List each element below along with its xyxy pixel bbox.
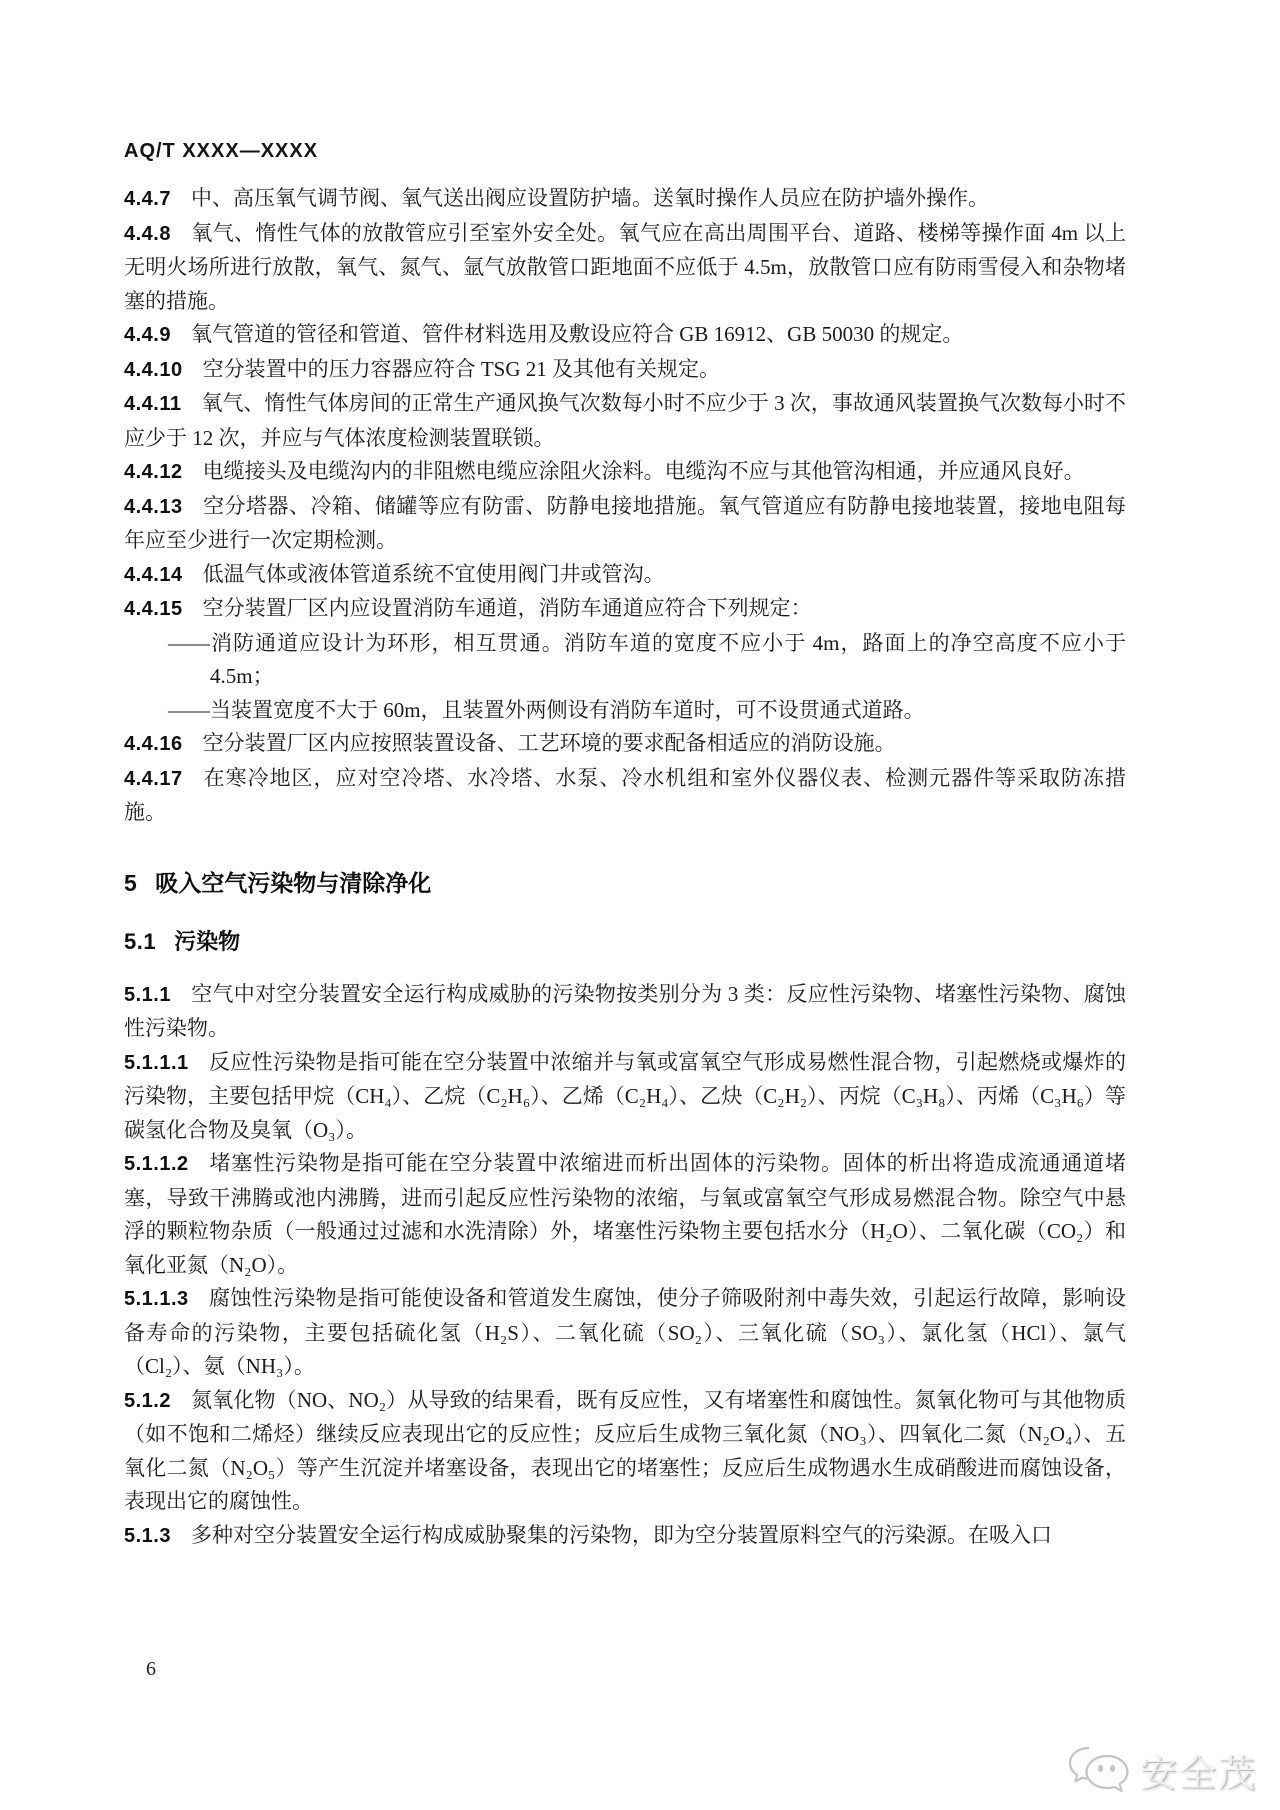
clause-number: 5	[124, 869, 138, 896]
paragraph-text: 电缆接头及电缆沟内的非阻燃电缆应涂阻火涂料。电缆沟不应与其他管沟相通，并应通风良好。	[202, 459, 1085, 483]
clause-number: 4.4.9	[124, 324, 171, 346]
clause-number: 5.1.1	[124, 983, 171, 1006]
clause-paragraph	[124, 978, 1126, 1046]
clause-number: 4.4.13	[124, 495, 183, 518]
paragraph-text: 堵塞性污染物是指可能在空分装置中浓缩进而析出固体的污染物。固体的析出将造成流通通道堵塞，导致干沸腾或池内沸腾，进而引起反应性污染物的浓缩，与氧或富氧空气形成易燃混合物。除空气中悬浮的颗粒物杂质（一般通过过滤和水洗清除）外，堵塞性污染物主要包括水分（H₂O）、二氧化碳（CO₂）和氧化亚氮（N₂O）。	[124, 1151, 1126, 1277]
clause-paragraph	[124, 592, 1126, 627]
clause-paragraph	[124, 762, 1126, 830]
document-body	[124, 182, 1126, 1553]
clause-paragraph	[124, 217, 1126, 319]
paragraph-text: ——消防通道应设计为环形，相互贯通。消防车道的宽度不应小于 4m，路面上的净空高度不应小于 4.5m；	[168, 630, 1126, 688]
clause-number: 4.4.7	[124, 188, 171, 210]
paragraph-text: ——当装置宽度不大于 60m，且装置外两侧设有消防车道时，可不设贯通式道路。	[168, 697, 925, 722]
clause-paragraph	[124, 727, 1126, 762]
clause-paragraph	[124, 455, 1126, 490]
clause-number: 5.1	[124, 928, 157, 954]
dash-list-item	[124, 627, 1126, 694]
clause-paragraph	[124, 1384, 1126, 1519]
subsection-heading	[124, 928, 1126, 956]
clause-number: 5.1.1.1	[124, 1051, 189, 1074]
paragraph-text: 反应性污染物是指可能在空分装置中浓缩并与氧或富氧空气形成易燃性混合物，引起燃烧或爆炸的污染物，主要包括甲烷（CH₄）、乙烷（C₂H₆）、乙烯（C₂H₄）、乙炔（C₂H₂）、丙烷（C₃H₈）、丙烯（C₃H₆）等碳氢化合物及臭氧（O₃）。	[124, 1049, 1126, 1142]
clause-number: 4.4.11	[124, 393, 182, 415]
clause-paragraph	[124, 490, 1126, 558]
paragraph-text: 氧气、惰性气体的放散管应引至室外安全处。氧气应在高出周围平台、道路、楼梯等操作面 4m 以上无明火场所进行放散，氧气、氮气、氩气放散管口距地面不应低于 4.5m，放散管口应有防雨雪侵入和杂物堵塞的措施。	[124, 220, 1126, 313]
page-number: 6	[146, 1658, 156, 1680]
clause-paragraph	[124, 387, 1126, 455]
paragraph-text: 在寒冷地区，应对空冷塔、水冷塔、水泵、冷水机组和室外仪器仪表、检测元器件等采取防冻措施。	[124, 765, 1126, 824]
paragraph-text: 空分装置厂区内应设置消防车通道，消防车通道应符合下列规定：	[202, 596, 812, 620]
paragraph-text: 空分装置中的压力容器应符合 TSG 21 及其他有关规定。	[202, 356, 721, 381]
paragraph-text: 中、高压氧气调节阀、氧气送出阀应设置防护墙。送氧时操作人员应在防护墙外操作。	[190, 186, 989, 210]
clause-number: 4.4.16	[124, 733, 183, 755]
paragraph-text: 氮氧化物（NO、NO₂）从导致的结果看，既有反应性，又有堵塞性和腐蚀性。氮氧化物可与其他物质（如不饱和二烯烃）继续反应表现出它的反应性；反应后生成物三氧化氮（NO₃）、四氧化二氮（N₂O₄）、五氧化二氮（N₂O₅）等产生沉淀并堵塞设备，表现出它的堵塞性；反应后生成物遇水生成硝酸进而腐蚀设备，表现出它的腐蚀性。	[124, 1387, 1126, 1513]
paragraph-text: 污染物	[174, 928, 241, 954]
clause-paragraph	[124, 1519, 1126, 1554]
wechat-icon	[1066, 1744, 1132, 1803]
running-header: AQ/T XXXX—XXXX	[124, 140, 319, 162]
paragraph-text: 空气中对空分装置安全运行构成威胁的污染物按类别分为 3 类：反应性污染物、堵塞性污染物、腐蚀性污染物。	[124, 981, 1126, 1040]
watermark-text: 安全茂	[1140, 1753, 1257, 1794]
clause-number: 5.1.1.3	[124, 1288, 189, 1310]
clause-number: 5.1.3	[124, 1524, 171, 1547]
clause-paragraph	[124, 1147, 1126, 1282]
clause-number: 5.1.2	[124, 1389, 171, 1412]
paragraph-text: 空分塔器、冷箱、储罐等应有防雷、防静电接地措施。氧气管道应有防静电接地装置，接地电阻每年应至少进行一次定期检测。	[124, 493, 1126, 552]
paragraph-text: 腐蚀性污染物是指可能使设备和管道发生腐蚀，使分子筛吸附剂中毒失效，引起运行故障，影响设备寿命的污染物，主要包括硫化氢（H₂S）、二氧化硫（SO₂）、三氧化硫（SO₃）、氯化氢（HCl）、氯气（Cl₂）、氨（NH₃）。	[124, 1286, 1126, 1378]
clause-paragraph	[124, 353, 1126, 388]
clause-paragraph	[124, 1046, 1126, 1148]
clause-number: 4.4.14	[124, 563, 183, 586]
clause-paragraph	[124, 182, 1126, 217]
clause-number: 5.1.1.2	[124, 1153, 189, 1175]
clause-paragraph	[124, 558, 1126, 593]
dash-list-item	[124, 694, 1126, 728]
paragraph-text: 氧气管道的管径和管道、管件材料选用及敷设应符合 GB 16912、GB 50030 的规定。	[190, 322, 964, 346]
paragraph-text: 氧气、惰性气体房间的正常生产通风换气次数每小时不应少于 3 次，事故通风装置换气次数每小时不应少于 12 次，并应与气体浓度检测装置联锁。	[124, 391, 1126, 450]
clause-number: 4.4.15	[124, 598, 183, 620]
paragraph-text: 低温气体或液体管道系统不宜使用阀门井或管沟。	[202, 561, 665, 586]
watermark	[1066, 1744, 1257, 1803]
clause-number: 4.4.17	[124, 767, 183, 790]
clause-number: 4.4.10	[124, 358, 183, 381]
section-heading	[124, 868, 1126, 898]
clause-paragraph	[124, 318, 1126, 353]
paragraph-text: 多种对空分装置安全运行构成威胁聚集的污染物，即为空分装置原料空气的污染源。在吸入口	[190, 1522, 1052, 1547]
clause-number: 4.4.8	[124, 222, 171, 245]
clause-paragraph	[124, 1282, 1126, 1384]
clause-number: 4.4.12	[124, 461, 183, 483]
paragraph-text: 吸入空气污染物与清除净化	[155, 869, 432, 896]
paragraph-text: 空分装置厂区内应按照装置设备、工艺环境的要求配备相适应的消防设施。	[202, 731, 896, 755]
